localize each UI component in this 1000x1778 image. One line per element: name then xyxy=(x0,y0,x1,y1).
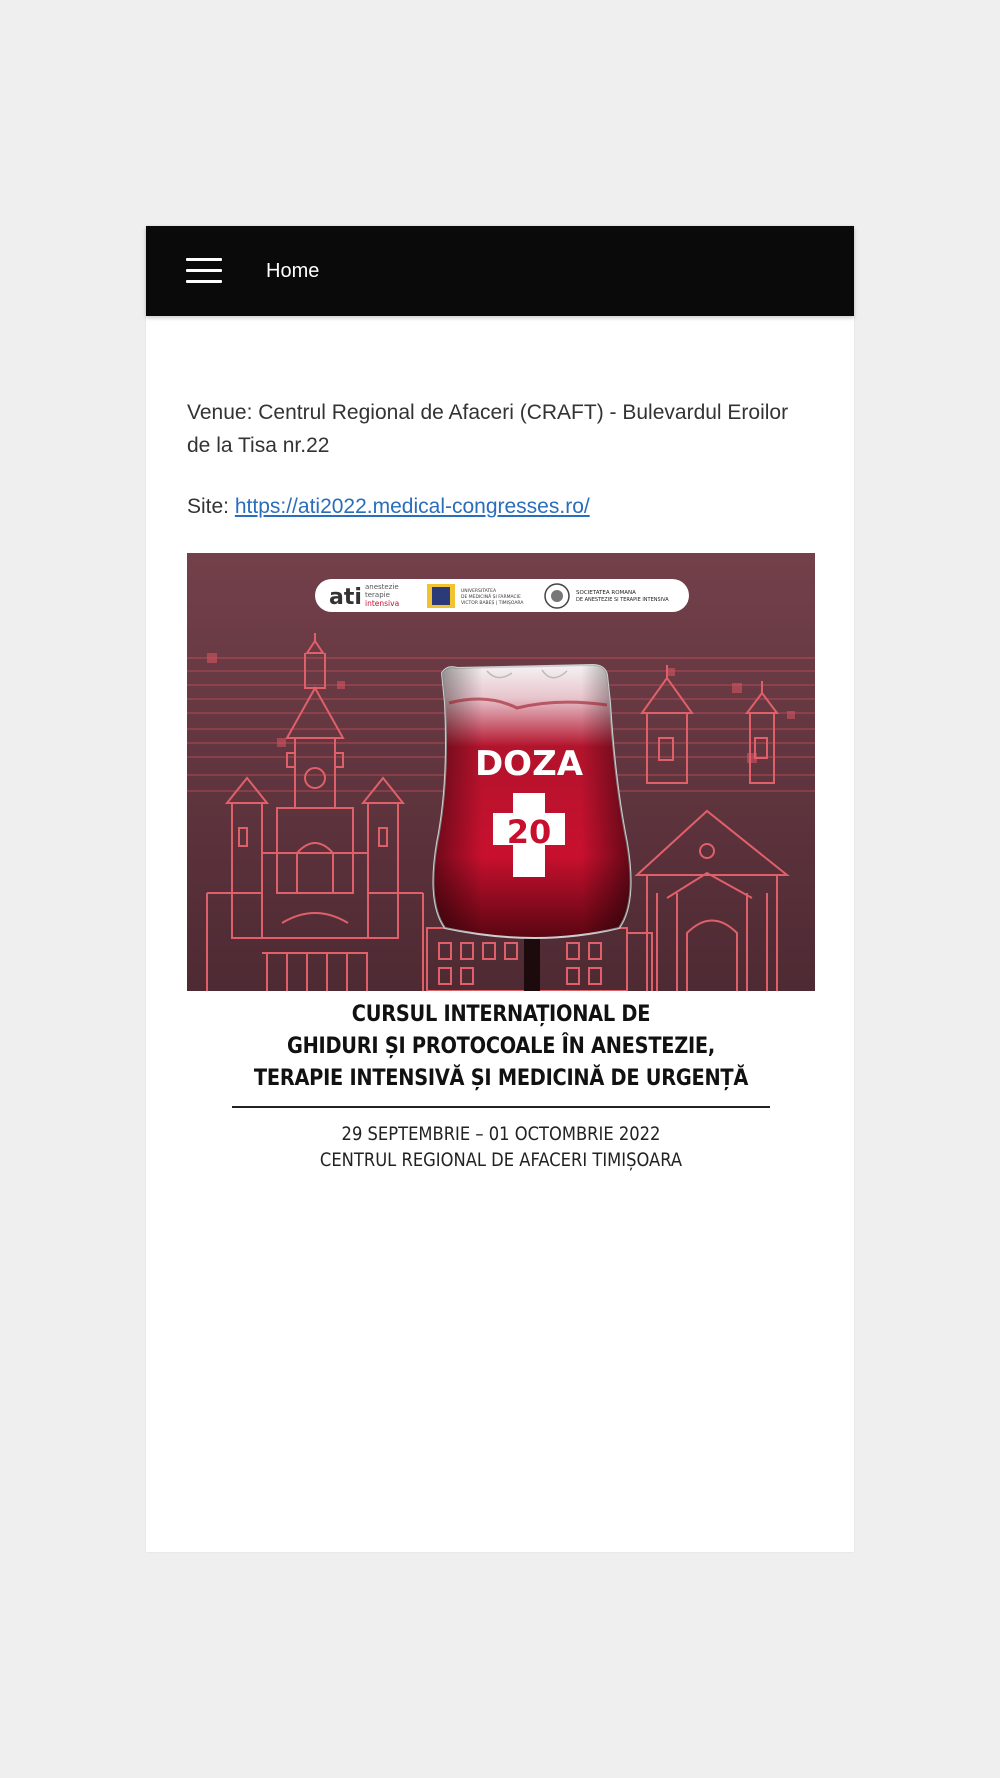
home-link[interactable]: Home xyxy=(266,260,320,282)
course-title-line-2: GHIDURI ȘI PROTOCOALE ÎN ANESTEZIE, xyxy=(286,1034,715,1059)
page-card xyxy=(146,226,854,1552)
ati-logo-line-3: intensiva xyxy=(365,599,400,608)
bag-number: 20 xyxy=(506,813,552,851)
blood-bag-illustration xyxy=(433,665,630,938)
course-title-line-3: TERAPIE INTENSIVĂ ȘI MEDICINĂ DE URGENȚĂ xyxy=(253,1066,749,1091)
divider xyxy=(232,1106,770,1108)
venue-text: Venue: Centrul Regional de Afaceri (CRAFT) - Bulevardul Eroilor de la Tisa nr.22 xyxy=(187,401,789,457)
top-navigation-bar xyxy=(146,226,854,316)
course-title xyxy=(225,999,778,1095)
bag-title: DOZA xyxy=(474,744,584,784)
site-prefix: Site: xyxy=(187,495,235,518)
event-dates-location xyxy=(231,1121,771,1173)
event-details xyxy=(187,396,817,523)
course-title-line-1: CURSUL INTERNAȚIONAL DE xyxy=(351,1002,651,1027)
ati-logo-line-2: terapie xyxy=(365,591,390,599)
umf-line-1: UNIVERSITATEA xyxy=(461,589,497,594)
partner-logos-bar xyxy=(315,579,689,612)
poster-artwork xyxy=(187,553,815,991)
event-location: CENTRUL REGIONAL DE AFACERI TIMIȘOARA xyxy=(319,1149,683,1171)
ati-logo-mark: ati xyxy=(329,585,362,610)
site-line xyxy=(187,490,817,523)
sati-line-1: SOCIETATEA ROMANA xyxy=(576,590,636,596)
site-link[interactable]: https://ati2022.medical-congresses.ro/ xyxy=(234,495,590,518)
ati-logo-line-1: anestezie xyxy=(365,583,399,591)
event-dates: 29 SEPTEMBRIE – 01 OCTOMBRIE 2022 xyxy=(341,1123,661,1145)
hamburger-menu-icon[interactable] xyxy=(186,258,222,284)
sati-line-2: DE ANESTEZIE SI TERAPIE INTENSIVA xyxy=(576,597,669,603)
umf-line-2: DE MEDICINĂ ȘI FARMACIE xyxy=(461,595,521,600)
umf-line-3: VICTOR BABEȘ | TIMIȘOARA xyxy=(461,601,524,606)
event-poster xyxy=(187,553,815,1185)
